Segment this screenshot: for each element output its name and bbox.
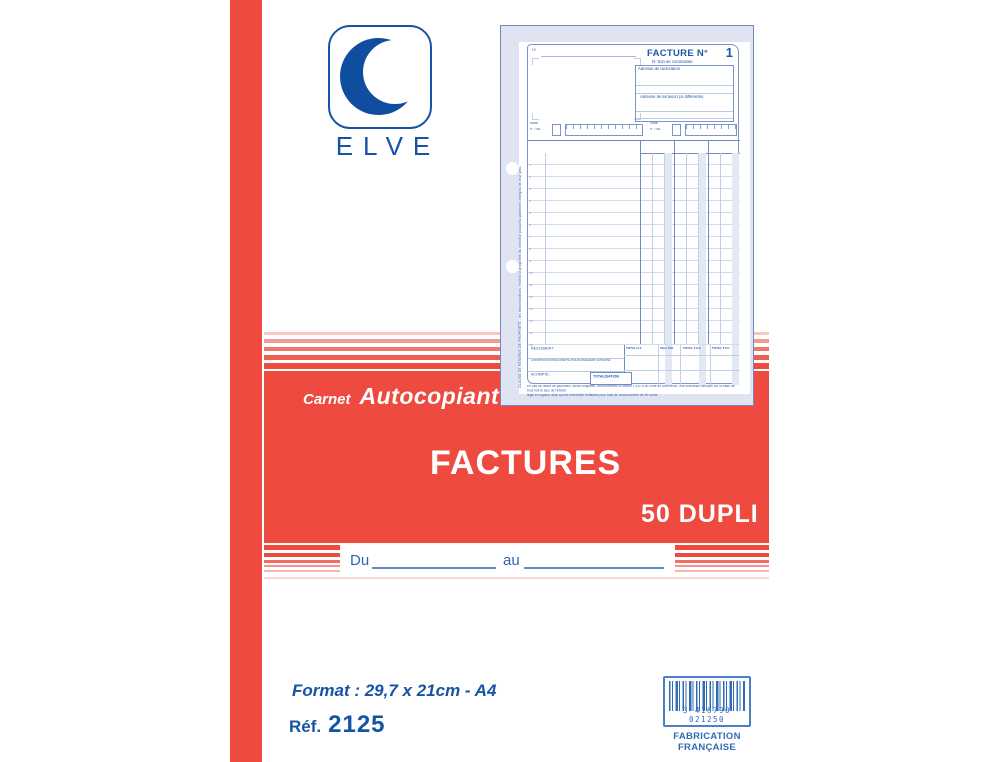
legal-fine-print: En cas de retard de paiement, seront exigibles, conformément à l'article L 441-6 du code de commerce, une indemnité calculée sur la base de trois fois le taux de l'intérêt légal en vigueur ainsi qu'une indemnité forfaitaire pour frais de recouvrement de 40 euros. <box>527 385 735 397</box>
payment-label: RÈGLEMENT : <box>531 347 556 351</box>
total-ttc-header: TOTAL T.T.C. <box>712 347 731 350</box>
invoice-form-photo <box>500 25 754 406</box>
totals-footer <box>528 345 740 385</box>
total-ht-header: TOTAL H.T. <box>626 347 642 350</box>
table-row: 13 <box>528 297 740 309</box>
our-vat-label: Notre <box>530 122 539 126</box>
table-row: 8 <box>528 237 740 249</box>
table-row: 9 <box>528 249 740 261</box>
your-vat-label: Votre <box>650 122 658 126</box>
elve-logo <box>328 25 432 129</box>
table-row: 12 <box>528 285 740 297</box>
table-row: 6 <box>528 213 740 225</box>
table-row: 4 <box>528 189 740 201</box>
line-items-table <box>528 140 740 345</box>
band-stripes-right <box>675 545 769 572</box>
band-stripes-left <box>264 545 340 572</box>
ref-number: 2125 <box>328 711 386 738</box>
table-row: 11 <box>528 273 740 285</box>
totalisation-box <box>590 372 632 385</box>
reference-line <box>289 711 386 739</box>
vat-box <box>672 124 681 136</box>
billing-address-label: Adresse de facturation <box>638 67 681 72</box>
left-red-stripe <box>230 0 262 762</box>
date-to-line <box>524 567 664 569</box>
barcode-caption: FABRICATION FRANÇAISE <box>673 731 741 753</box>
table-row: 2 <box>528 165 740 177</box>
deposit-label: ACOMPTE : <box>531 373 551 377</box>
product-line <box>303 383 499 410</box>
vat-box <box>552 124 561 136</box>
barcode-digits: 3 416790 021250 <box>682 706 732 724</box>
taux-tva-header: Taux TVA <box>660 347 674 350</box>
table-row: 10 <box>528 261 740 273</box>
form-title: FACTURE N° <box>647 48 709 59</box>
carnet-label: Carnet <box>303 391 351 408</box>
totalisation-label: TOTALISATION <box>593 375 620 379</box>
table-row: 14 <box>528 309 740 321</box>
date-prefix: Le <box>532 48 537 52</box>
band-faint-line <box>264 577 769 579</box>
order-number-label: N° bon de commande <box>652 60 693 65</box>
table-row: 1 <box>528 153 740 165</box>
autocopiant-label: Autocopiant <box>359 383 500 409</box>
punch-hole <box>506 162 519 175</box>
vat-comb-field <box>685 124 737 136</box>
date-from-label: Du <box>350 552 370 569</box>
vat-comb-field <box>565 124 643 136</box>
punch-hole <box>506 260 519 273</box>
cover-subtitle: 50 DUPLI <box>641 500 759 528</box>
table-row: 3 <box>528 177 740 189</box>
format-text: Format : 29,7 x 21cm - A4 <box>292 681 497 700</box>
form-number: 1 <box>725 45 733 60</box>
form-frame: Le FACTURE N° 1 N° bon de commande Adresse de facturation Adresse de livraison (si différente) Notre n° TVA Votre n° TVA 1 2 3 4 5 6 7 8 9 10 11 12 13 14 15 16 RÈGLEMENT : CONDITIONS D'ESCOMPTE POUR PAIEMENT ANTICIPÉ : ACOMPTE : TOTAL H.T. Taux TVA TOTAL T.V.A. TOTAL T.T.C. TOTALISATION <box>527 44 739 384</box>
date-to-label: au <box>503 552 520 569</box>
invoice-sheet <box>518 42 750 397</box>
discount-label: CONDITIONS D'ESCOMPTE POUR PAIEMENT ANTICIPÉ : <box>531 359 612 362</box>
total-tva-header: TOTAL T.V.A. <box>683 347 702 350</box>
date-line <box>541 56 636 57</box>
brand-name: ELVE <box>335 131 441 161</box>
date-from-line <box>372 567 496 569</box>
ref-label: Réf. <box>289 717 322 736</box>
address-box <box>635 65 734 122</box>
table-row: 5 <box>528 201 740 213</box>
cover-title: FACTURES <box>430 444 622 482</box>
side-legal-text: CLAUSE DE RÉSERVE DE PROPRIÉTÉ : les marchandises restent la propriété du vendeur jusqu'au paiement intégral de leur prix. <box>518 165 522 388</box>
table-row: 7 <box>528 225 740 237</box>
barcode <box>663 676 751 727</box>
table-row: 15 <box>528 321 740 333</box>
shipping-address-label: Adresse de livraison (si différente) <box>640 95 704 100</box>
crescent-cutout <box>363 40 427 104</box>
table-row: 16 <box>528 333 740 345</box>
